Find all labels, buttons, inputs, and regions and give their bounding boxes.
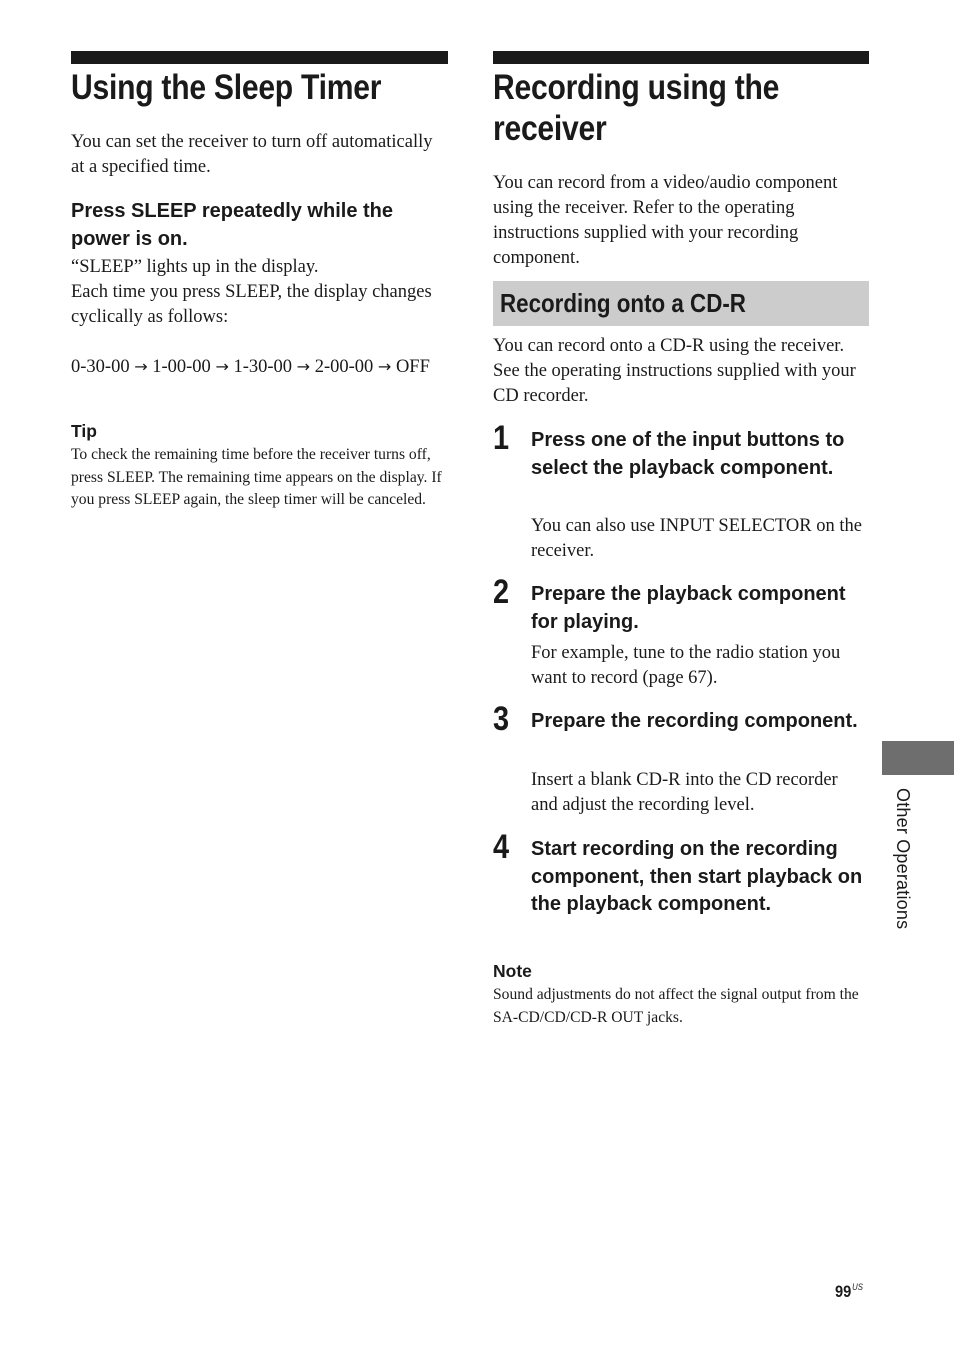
subsection-intro: You can record onto a CD-R using the receiver. See the operating instructions supplied with your CD recorder. <box>493 336 856 406</box>
left-section-rule <box>71 51 448 64</box>
cycle-value: 2-00-00 <box>314 357 374 377</box>
sleep-instruction: Press SLEEP repeatedly while the power is on. <box>71 200 393 250</box>
cycle-value: 1-30-00 <box>233 357 293 377</box>
arrow-right-icon: → <box>377 357 392 376</box>
note-heading: Note <box>493 961 532 981</box>
note-text: Sound adjustments do not affect the signal output from the SA-CD/CD/CD-R OUT jacks. <box>493 986 859 1026</box>
subsection-heading-bar <box>493 281 869 326</box>
section-side-tab <box>882 741 954 775</box>
cycle-value: OFF <box>395 357 430 377</box>
tip-heading: Tip <box>71 421 97 441</box>
left-section-title: Using the Sleep Timer <box>71 68 382 107</box>
step-number: 4 <box>493 828 510 866</box>
step-heading: Press one of the input buttons to select the playback component. <box>531 429 845 479</box>
step-detail: For example, tune to the radio station you want to record (page 67). <box>531 643 841 688</box>
step-detail: Insert a blank CD-R into the CD recorder and adjust the recording level. <box>531 770 838 815</box>
sleep-description-line1: “SLEEP” lights up in the display. <box>71 257 319 277</box>
cycle-value: 1-00-00 <box>152 357 211 377</box>
side-tab-label: Other Operations <box>893 788 913 930</box>
step-number: 1 <box>493 419 510 457</box>
step-heading: Start recording on the recording component, then start playback on the playback component. <box>531 838 863 915</box>
right-section-title: Recording using the receiver <box>493 68 780 148</box>
sleep-intro: You can set the receiver to turn off automatically at a specified time. <box>71 132 433 177</box>
arrow-right-icon: → <box>215 357 229 376</box>
right-section-rule <box>493 51 869 64</box>
arrow-right-icon: → <box>296 357 311 376</box>
tip-text: To check the remaining time before the receiver turns off, press SLEEP. The remaining time appears on the display. If you press SLEEP again, the sleep timer will be canceled. <box>71 446 442 509</box>
page-number-value: 99 <box>835 1282 852 1301</box>
subsection-title: Recording onto a CD-R <box>500 288 746 318</box>
page-number-suffix: US <box>852 1282 863 1292</box>
recording-intro: You can record from a video/audio component using the receiver. Refer to the operating instructions supplied with your recording component. <box>493 173 838 268</box>
step-number: 2 <box>493 573 510 611</box>
step-detail: You can also use INPUT SELECTOR on the receiver. <box>531 516 862 561</box>
step-heading: Prepare the recording component. <box>531 710 858 732</box>
sleep-cycle-sequence <box>71 354 448 380</box>
arrow-right-icon: → <box>134 357 148 376</box>
sleep-description-line2: Each time you press SLEEP, the display changes cyclically as follows: <box>71 282 432 327</box>
step-heading: Prepare the playback component for playing. <box>531 583 846 633</box>
step-number: 3 <box>493 700 510 738</box>
page-number <box>835 1282 863 1302</box>
cycle-value: 0-30-00 <box>71 357 130 377</box>
